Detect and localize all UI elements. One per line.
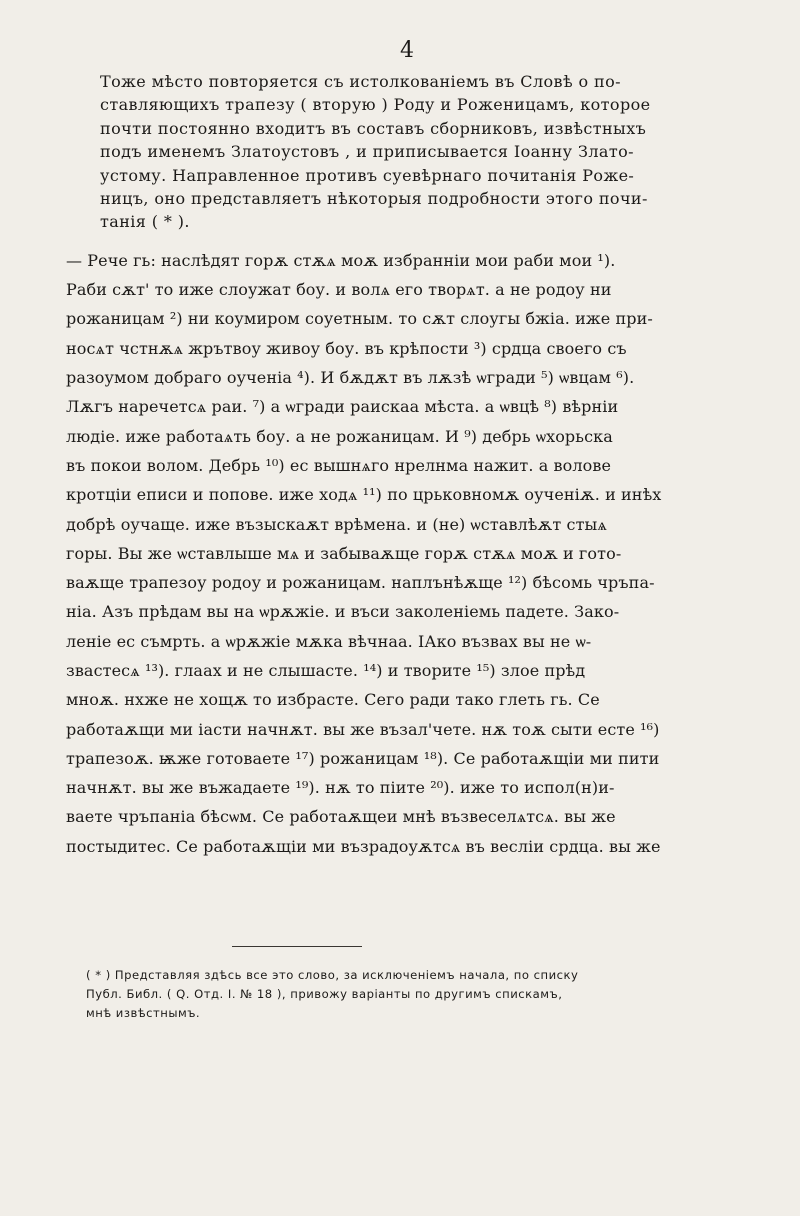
text-line: носѧт чстнѫѧ жрътвоу живоу боу. въ крѣпости ³) срдца своего съ [66, 338, 627, 358]
text-line: — Рече гь: наслѣдят горѫ стѫѧ моѫ избранніи мои раби мои ¹). [66, 250, 616, 270]
text-line: кротціи еписи и попове. иже ходѧ ¹¹) по црьковномѫ оученіѫ. и инѣх [66, 485, 662, 505]
text-line: начнѫт. вы же въжадаете ¹⁹). нѫ то піите ²⁰). иже то испол(н)и- [66, 778, 615, 798]
text-line: Раби сѫт' то иже слоужат боу. и волѧ его творѧт. а не родоу ни [66, 280, 612, 300]
intro-line: почти постоянно входитъ въ составъ сборниковъ, извѣстныхъ [100, 118, 647, 138]
text-line: звастесѧ ¹³). глаах и не слышасте. ¹⁴) и творите ¹⁵) злое прѣд [66, 661, 586, 680]
text-line: ваете чръпаніа бѣсѡм. Се работаѫщеи мнѣ възвеселѧтсѧ. вы же [66, 807, 616, 827]
document-page [62, 38, 752, 861]
footnote [86, 966, 746, 1023]
text-line: въ покои волом. Дебрь ¹⁰) ес вышнѧго нрелнма нажит. а волове [66, 455, 612, 475]
text-line: ваѫще трапезоу родоу и рожаницам. наплънѣѫще ¹²) бѣсомь чръпа- [66, 573, 655, 593]
footnote-separator-rule [232, 946, 362, 947]
footnote-line: ( * ) Представляя здѣсь все это слово, за исключеніемъ начала, по списку [86, 968, 579, 982]
intro-paragraph [62, 70, 752, 234]
text-line: разоумом добраго оученіа ⁴). И бѫдѫт въ лѫзѣ ѡгради ⁵) ѡвцам ⁶). [66, 368, 635, 388]
church-slavonic-text [62, 246, 752, 861]
text-line: Лѫгъ наречетсѧ раи. ⁷) а ѡгради раискаа мѣста. а ѡвцѣ ⁸) вѣрніи [66, 397, 619, 417]
intro-line: подъ именемъ Златоустовъ , и приписывается Іоанну Злато- [100, 142, 634, 162]
text-line: мноѫ. нхже не хощѫ то избрасте. Сего ради тако глеть гь. Се [66, 690, 600, 710]
text-line: горы. Вы же ѡставлыше мѧ и забываѫще горѫ стѫѧ моѫ и гото- [66, 543, 622, 563]
text-line: постыдитес. Се работаѫщіи ми възрадоуѫтсѧ въ весліи срдца. вы же [66, 836, 661, 856]
footnote-line: Публ. Библ. ( Q. Отд. I. № 18 ), привожу варіанты по другимъ спискамъ, [86, 987, 563, 1001]
text-line: рожаницам ²) ни коумиром соуетным. то сѫт слоугы бжіа. иже при- [66, 309, 653, 329]
text-line: работаѫщи ми iасти начнѫт. вы же възал'чете. нѫ тоѫ сыти есте ¹⁶) [66, 719, 660, 739]
text-line: добрѣ оучаще. иже възыскаѫт врѣмена. и (не) ѡставлѣѫт стыѧ [66, 514, 607, 534]
intro-line: ницъ, оно представляетъ нѣкоторыя подробности этого почи- [100, 189, 648, 209]
footnote-line: мнѣ извѣстнымъ. [86, 1006, 201, 1020]
intro-line: ставляющихъ трапезу ( вторую ) Роду и Роженицамъ, которое [100, 95, 651, 115]
text-line: ніа. Азъ прѣдам вы на ѡрѫжіе. и въси заколеніемь падете. Зако- [66, 602, 620, 622]
text-line: леніе ес съмрть. а ѡрѫжіе мѫка вѣчнаа. ІАко възвах вы не ѡ- [66, 631, 592, 651]
page-number: 4 [400, 38, 414, 63]
intro-line: танія ( * ). [100, 212, 190, 232]
text-line: трапезоѫ. ѭже готоваете ¹⁷) рожаницам ¹⁸). Се работаѫщіи ми пити [66, 748, 660, 768]
intro-line: устому. Направленное противъ суевѣрнаго почитанія Роже- [100, 165, 635, 185]
intro-line: Тоже мѣсто повторяется съ истолкованіемъ въ Словѣ о по- [100, 72, 621, 91]
text-line: людіе. иже работаѧть боу. а не рожаницам. И ⁹) дебрь ѡхорьска [66, 426, 613, 446]
